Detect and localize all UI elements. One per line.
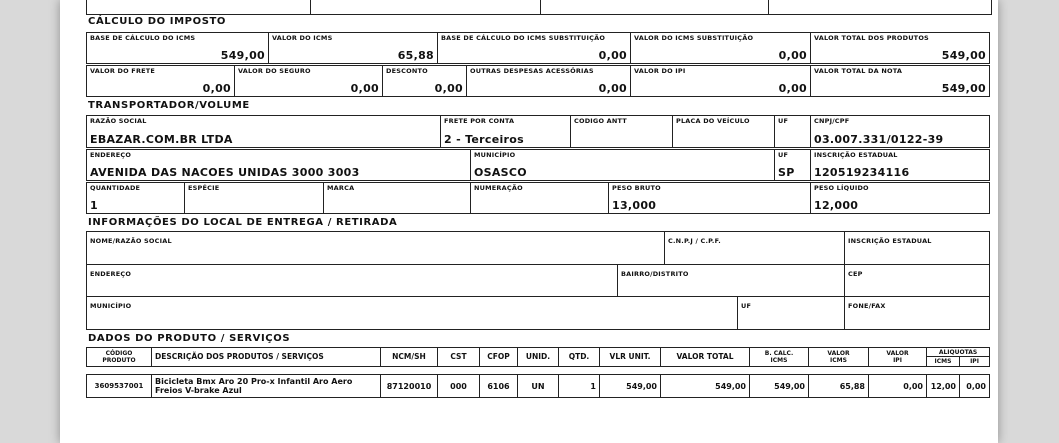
header-text: IPI bbox=[893, 357, 902, 364]
header-text: VALOR TOTAL bbox=[676, 352, 734, 361]
field-label: FONE/FAX bbox=[848, 302, 886, 310]
field-value: 0,00 bbox=[598, 82, 627, 95]
header-text: VLR UNIT. bbox=[609, 352, 651, 361]
field-label: VALOR TOTAL DOS PRODUTOS bbox=[814, 34, 929, 42]
col-header-ncm bbox=[380, 347, 438, 367]
field-placa-veiculo bbox=[672, 115, 775, 148]
header-text: ICMS bbox=[830, 357, 847, 364]
field-label: DESCONTO bbox=[386, 67, 428, 75]
col-header-cfop bbox=[479, 347, 518, 367]
field-label: PESO LÍQUIDO bbox=[814, 184, 869, 192]
field-quantidade bbox=[86, 182, 185, 214]
field-label: RAZÃO SOCIAL bbox=[90, 117, 147, 125]
cell-unid: UN bbox=[517, 374, 559, 398]
field-label: UF bbox=[778, 151, 789, 159]
field-label: UF bbox=[778, 117, 789, 125]
header-text: B. CALC. bbox=[764, 350, 794, 357]
field-label: VALOR DO IPI bbox=[634, 67, 686, 75]
field-value: EBAZAR.COM.BR LTDA bbox=[90, 133, 233, 146]
field-label: CODIGO ANTT bbox=[574, 117, 627, 125]
field-label: VALOR DO SEGURO bbox=[238, 67, 311, 75]
field-value: 12,000 bbox=[814, 199, 859, 212]
header-text: QTD. bbox=[568, 352, 590, 361]
cell-cfop: 6106 bbox=[479, 374, 518, 398]
field-valor-ipi bbox=[630, 65, 811, 97]
field-marca bbox=[323, 182, 471, 214]
field-label: INSCRIÇÃO ESTADUAL bbox=[848, 237, 932, 245]
top-remnant-divider bbox=[768, 0, 769, 14]
field-label: NUMERAÇÃO bbox=[474, 184, 523, 192]
header-text: CÓDIGO bbox=[105, 350, 133, 357]
col-header-aliq-icms bbox=[926, 356, 960, 367]
section-title-produtos: DADOS DO PRODUTO / SERVIÇOS bbox=[88, 333, 291, 344]
header-text: PRODUTO bbox=[102, 357, 136, 364]
field-razao-social bbox=[86, 115, 441, 148]
cell-aliq-icms: 12,00 bbox=[926, 374, 960, 398]
cell-ncm: 87120010 bbox=[380, 374, 438, 398]
field-base-calculo-icms bbox=[86, 32, 269, 64]
cell-qtd: 1 bbox=[558, 374, 600, 398]
header-text: ALIQUOTAS bbox=[938, 348, 978, 356]
section-title-transportador: TRANSPORTADOR/VOLUME bbox=[88, 100, 250, 111]
header-text: VALOR bbox=[827, 350, 850, 357]
cell-valor-total: 549,00 bbox=[660, 374, 750, 398]
top-remnant-row bbox=[86, 0, 992, 15]
field-label: C.N.P.J / C.P.F. bbox=[668, 237, 721, 245]
field-especie bbox=[184, 182, 324, 214]
field-base-calculo-icms-st bbox=[437, 32, 631, 64]
field-label: OUTRAS DESPESAS ACESSÓRIAS bbox=[470, 67, 594, 75]
field-label: ENDEREÇO bbox=[90, 151, 132, 159]
cell-descricao: Bicicleta Bmx Aro 20 Pro-x Infantil Aro Aero Freios V-brake Azul bbox=[151, 374, 381, 398]
col-header-codigo bbox=[86, 347, 152, 367]
field-value: 03.007.331/0122-39 bbox=[814, 133, 944, 146]
header-text: ICMS bbox=[770, 357, 788, 364]
field-uf bbox=[774, 149, 811, 181]
field-label: INSCRIÇÃO ESTADUAL bbox=[814, 151, 898, 159]
field-nome-razao-social bbox=[86, 231, 665, 265]
top-remnant-divider bbox=[540, 0, 541, 14]
field-municipio bbox=[470, 149, 775, 181]
col-header-qtd bbox=[558, 347, 600, 367]
header-text: VALOR bbox=[886, 350, 909, 357]
cell-cst: 000 bbox=[437, 374, 480, 398]
field-value: AVENIDA DAS NACOES UNIDAS 3000 3003 bbox=[90, 166, 360, 179]
header-text: ICMS bbox=[934, 358, 952, 365]
field-value: 2 - Terceiros bbox=[444, 133, 524, 146]
field-label: VALOR DO ICMS SUBSTITUIÇÃO bbox=[634, 34, 754, 42]
field-label: CEP bbox=[848, 270, 863, 278]
section-title-local-entrega: INFORMAÇÕES DO LOCAL DE ENTREGA / RETIRADA bbox=[88, 217, 398, 228]
field-label: VALOR DO ICMS bbox=[272, 34, 333, 42]
field-cnpj-cpf bbox=[810, 115, 990, 148]
header-text: IPI bbox=[970, 358, 979, 365]
field-peso-bruto bbox=[608, 182, 811, 214]
field-value: 549,00 bbox=[220, 49, 265, 62]
field-uf-veiculo bbox=[774, 115, 811, 148]
field-numeracao bbox=[470, 182, 609, 214]
header-text: UNID. bbox=[525, 352, 551, 361]
field-desconto bbox=[382, 65, 467, 97]
field-label: NOME/RAZÃO SOCIAL bbox=[90, 237, 172, 245]
field-label: PESO BRUTO bbox=[612, 184, 661, 192]
field-value: 549,00 bbox=[941, 49, 986, 62]
field-label: QUANTIDADE bbox=[90, 184, 141, 192]
field-value: 120519234116 bbox=[814, 166, 910, 179]
col-header-vlr-unit bbox=[599, 347, 661, 367]
field-value: 0,00 bbox=[202, 82, 231, 95]
cell-aliq-ipi: 0,00 bbox=[959, 374, 990, 398]
col-header-descricao bbox=[151, 347, 381, 367]
field-label: MUNICÍPIO bbox=[474, 151, 516, 159]
field-value: 0,00 bbox=[350, 82, 379, 95]
field-label: MUNICÍPIO bbox=[90, 302, 132, 310]
field-cnpj-cpf-entrega bbox=[664, 231, 845, 265]
field-valor-icms-st bbox=[630, 32, 811, 64]
field-value: 0,00 bbox=[434, 82, 463, 95]
field-frete-por-conta bbox=[440, 115, 571, 148]
field-value: 549,00 bbox=[941, 82, 986, 95]
header-text: DESCRIÇÃO DOS PRODUTOS / SERVIÇOS bbox=[155, 352, 324, 361]
cell-codigo: 3609537001 bbox=[86, 374, 152, 398]
col-header-unid bbox=[517, 347, 559, 367]
field-inscricao-estadual bbox=[810, 149, 990, 181]
section-title-calculo-imposto: CÁLCULO DO IMPOSTO bbox=[88, 16, 227, 27]
field-label: VALOR DO FRETE bbox=[90, 67, 156, 75]
field-label: MARCA bbox=[327, 184, 355, 192]
field-inscricao-estadual-entrega bbox=[844, 231, 990, 265]
field-uf-entrega bbox=[737, 296, 845, 330]
field-value: 13,000 bbox=[612, 199, 657, 212]
field-label: ESPÉCIE bbox=[188, 184, 220, 192]
field-endereco-entrega bbox=[86, 264, 618, 297]
cell-vlr-unit: 549,00 bbox=[599, 374, 661, 398]
field-label: BAIRRO/DISTRITO bbox=[621, 270, 689, 278]
field-value: SP bbox=[778, 166, 795, 179]
top-remnant-divider bbox=[310, 0, 311, 14]
field-valor-total-produtos bbox=[810, 32, 990, 64]
field-value: 1 bbox=[90, 199, 98, 212]
field-valor-total-nota bbox=[810, 65, 990, 97]
field-outras-despesas bbox=[466, 65, 631, 97]
field-bairro-distrito bbox=[617, 264, 845, 297]
field-peso-liquido bbox=[810, 182, 990, 214]
field-valor-icms bbox=[268, 32, 438, 64]
field-label: FRETE POR CONTA bbox=[444, 117, 515, 125]
header-text: NCM/SH bbox=[392, 352, 426, 361]
cell-valor-icms: 65,88 bbox=[808, 374, 869, 398]
field-endereco bbox=[86, 149, 471, 181]
cell-bcalc-icms: 549,00 bbox=[749, 374, 809, 398]
field-value: OSASCO bbox=[474, 166, 527, 179]
field-cep bbox=[844, 264, 990, 297]
field-value: 0,00 bbox=[778, 82, 807, 95]
col-header-aliq-ipi bbox=[959, 356, 990, 367]
col-header-cst bbox=[437, 347, 480, 367]
field-label: ENDEREÇO bbox=[90, 270, 132, 278]
field-valor-frete bbox=[86, 65, 235, 97]
col-header-valor-icms bbox=[808, 347, 869, 367]
field-label: UF bbox=[741, 302, 752, 310]
field-valor-seguro bbox=[234, 65, 383, 97]
col-header-valor-ipi bbox=[868, 347, 927, 367]
field-value: 65,88 bbox=[397, 49, 434, 62]
field-municipio-entrega bbox=[86, 296, 738, 330]
col-header-valor-total bbox=[660, 347, 750, 367]
header-text: CST bbox=[450, 352, 467, 361]
header-text: CFOP bbox=[487, 352, 510, 361]
col-header-bcalc-icms bbox=[749, 347, 809, 367]
field-fone-fax bbox=[844, 296, 990, 330]
field-label: BASE DE CÁLCULO DO ICMS bbox=[90, 34, 196, 42]
field-label: BASE DE CÁLCULO DO ICMS SUBSTITUIÇÃO bbox=[441, 34, 606, 42]
field-label: CNPJ/CPF bbox=[814, 117, 850, 125]
field-value: 0,00 bbox=[778, 49, 807, 62]
cell-valor-ipi: 0,00 bbox=[868, 374, 927, 398]
field-codigo-antt bbox=[570, 115, 673, 148]
field-value: 0,00 bbox=[598, 49, 627, 62]
field-label: VALOR TOTAL DA NOTA bbox=[814, 67, 903, 75]
field-label: PLACA DO VEÍCULO bbox=[676, 117, 750, 125]
